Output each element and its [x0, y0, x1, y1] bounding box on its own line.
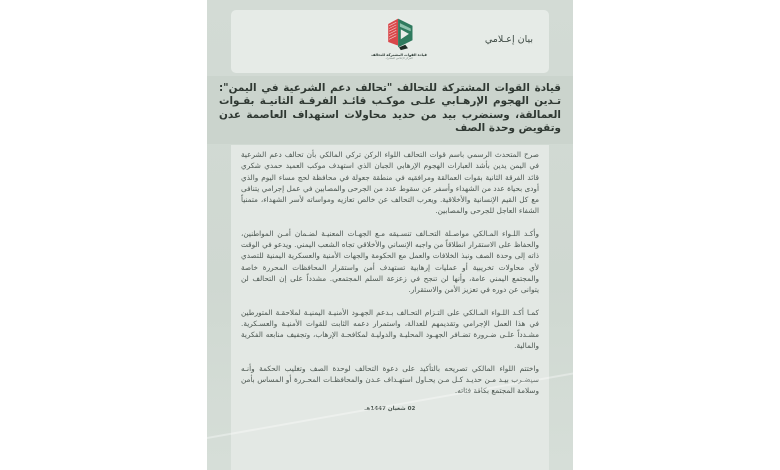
statement-date: 02 شعبان 1447هـ — [364, 405, 416, 412]
statement-body — [231, 145, 549, 470]
headline-band — [207, 76, 573, 144]
paragraph-1: صرح المتحدث الرسمي باسم قوات التحالف اللواء الركن تركي المالكي بأن تحالف دعم الشرعية في اليمن يدين بأشد العبارات الهجوم الإرهابي الجبان الذي استهدف موكب العميد حمدي شكري قائد الفرقة الثانية بقوات العمالقة ومرافقيه في منطقة جعولة في محافظة لحج مساء اليوم والذي أودى بحياة عدد من الشهداء وأسفر عن سقوط عدد من الجرحى والمصابين في عمل إجرامي يتنافى مع كل القيم الإنسانية والأخلاقية. ويعرب التحالف عن خالص تعازيه ومواساته لأسر الشهداء، متمنياً الشفاء العاجل للجرحى والمصابين. — [241, 150, 539, 216]
logo-title: قيادة القوات المشتركة للتحالف — [371, 53, 427, 57]
header-card — [231, 10, 549, 73]
press-statement-document — [207, 0, 573, 470]
paragraph-3: كمـا أكـد اللـواء المـالكي على التـزام التحـالف بـدعم الجهـود الأمنيـة اليمنيـة لملاحقـة المتورطين في هذا العمل الإجرامي وتقديمهم للعدالة، واستمرار دعمه الثابت للقوات الأمنيـة والعسـكرية. مشـدداً علـى ضـرورة تضـافر الجهـود المحليـة والدوليـة لمكافحـة الإرهاب، وتجفيف منابعه الفكرية والمالية. — [241, 307, 539, 351]
statement-type-label: بيان إعـلامي — [484, 34, 533, 45]
coalition-logo — [359, 15, 439, 71]
coalition-hexagon-logo-icon — [381, 15, 417, 51]
paragraph-2: وأكـد اللـواء المـالكي مواصـلة التحـالف تنسـيقه مـع الجهـات المعنيـة لضـمان أمـن المواطنين، والحفاظ على الاستقرار انطلاقاً من واجبه الإنساني والأخلاقي تجاه الشعب اليمني. ويدعو في الوقت ذاته إلى وحدة الصف ونبذ الخلافات والعمل مع الحكومة والجهات الأمنية والعسكرية اليمنية للتصدي لأي محاولات تخريبية أو عمليات إرهابية تستهدف أمن واستقرار المحافظات المحررة خاصة والمجتمع اليمني عامة، وأنها لن تنجح في زعزعة السلم المجتمعي. مشدداً على إن التحالف لن يتوانى عن دوره في تعزيز الأمن والاستقرار. — [241, 228, 539, 295]
paragraph-4: واختتم اللواء المالكي تصريحه بالتأكيد على دعوة التحالف لوحدة الصف وتغليب الحكمة وأنـه سيضـرب بيـد مـن حديـد كـل مـن يحـاول استهـداف عـدن والمحافظـات المحـررة أو المساس بأمن وسلامة المجتمع بكافة فئاته. — [241, 363, 539, 396]
logo-subtitle: المركز الإعلامي المشترك — [385, 57, 413, 60]
headline: قيادة القوات المشتركة للتحالف "تحالف دعم الشرعية في اليمن": تـدين الهجوم الإرهـابي علـى موكـب قائـد الفرقـة الثانيـة بقـوات العمالقة، وسنضرب بيد من حديد محاولات استهداف العاصمة عدن وتقويض وحدة الصف — [219, 82, 561, 135]
